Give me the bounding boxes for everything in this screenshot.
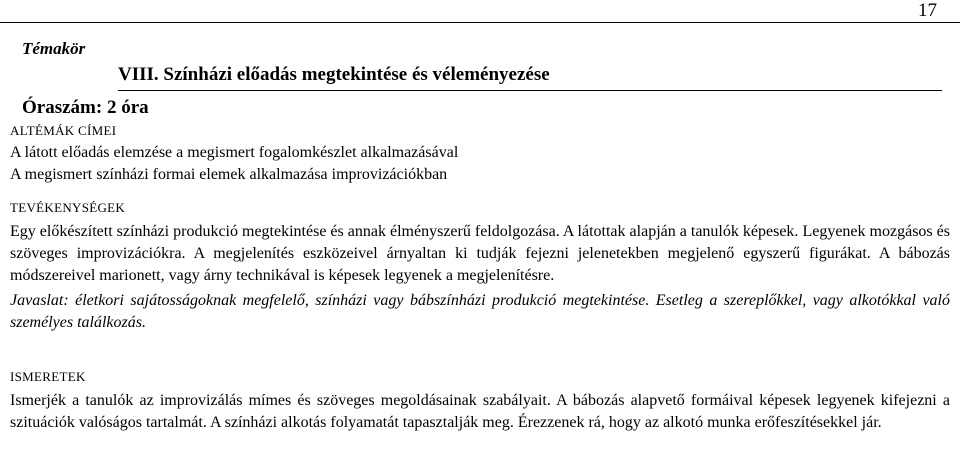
header-rule [0, 22, 960, 23]
activities-paragraph: Egy előkészített színházi produkció megtekintése és annak élményszerű feldolgozása. A látottak alapján a tanulók képesek. Legyenek mozgásos és szöveges improvizációkra. A megjelenítés eszközeivel árnyaltan ki tudják fejezni jelenetekben megjelenő egyszerű figurákat. A bábozás módszereivel marionett, vagy árny technikával is képesek legyenek a megjelenítésre. [10, 223, 950, 284]
activities-section [10, 197, 950, 334]
page-number: 17 [918, 0, 937, 21]
knowledge-section [10, 366, 950, 434]
subtopics-section [10, 120, 950, 186]
topic-label: Témakör [22, 39, 86, 58]
topic-title: VIII. Színházi előadás megtekintése és véleményezése [118, 64, 550, 85]
activities-heading: TEVÉKENYSÉGEK [10, 200, 126, 215]
hours-label: Óraszám: 2 óra [22, 97, 149, 118]
knowledge-heading: ISMERETEK [10, 369, 86, 384]
suggestion-paragraph: Javaslat: életkori sajátosságoknak megfelelő, színházi vagy bábszínházi produkció megtekintése. Esetleg a szereplőkkel, vagy alkotókkal való személyes találkozás. [10, 292, 950, 331]
topic-title-rule [118, 90, 942, 91]
subtopic-item: A megismert színházi formai elemek alkalmazása improvizációkban [10, 166, 448, 183]
subtopic-item: A látott előadás elemzése a megismert fogalomkészlet alkalmazásával [10, 144, 459, 161]
knowledge-paragraph: Ismerjék a tanulók az improvizálás mímes és szöveges megoldásainak szabályait. A bábozás alapvető formáival képesek legyenek kifejezni a szituációk valóságos tartalmát. A színházi alkotás folyamatát tapasztalják meg. Érezzenek rá, hogy az alkotó munka erőfeszítésekkel jár. [10, 392, 950, 431]
subtopics-heading: ALTÉMÁK CÍMEI [10, 123, 117, 138]
